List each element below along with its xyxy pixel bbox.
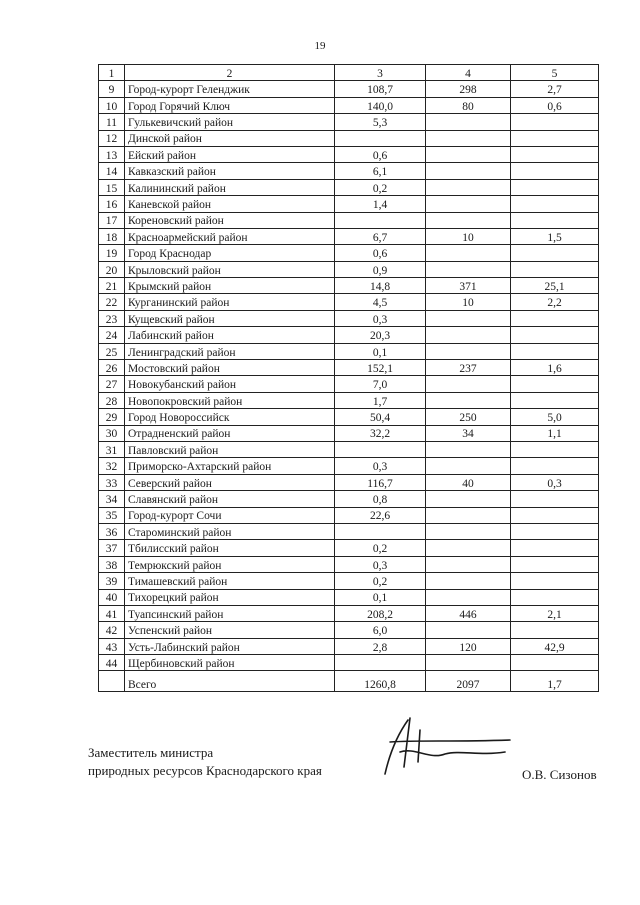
table-cell: 1,5 bbox=[511, 228, 599, 244]
table-cell: 25 bbox=[99, 343, 125, 359]
table-cell: 6,1 bbox=[335, 163, 426, 179]
table-cell: 34 bbox=[426, 425, 511, 441]
table-header-row bbox=[99, 65, 599, 81]
table-cell: Славянский район bbox=[125, 491, 335, 507]
table-cell: Новопокровский район bbox=[125, 392, 335, 408]
table-row bbox=[99, 474, 599, 490]
table-cell bbox=[426, 540, 511, 556]
table-cell: 1,7 bbox=[335, 392, 426, 408]
table-cell: Ленинградский район bbox=[125, 343, 335, 359]
table-cell bbox=[426, 376, 511, 392]
table-cell: Тихорецкий район bbox=[125, 589, 335, 605]
position-title-line-2: природных ресурсов Краснодарского края bbox=[88, 763, 322, 778]
table-row bbox=[99, 97, 599, 113]
table-cell: 22,6 bbox=[335, 507, 426, 523]
table-cell: Кореновский район bbox=[125, 212, 335, 228]
table-cell: 0,6 bbox=[511, 97, 599, 113]
table-cell: 80 bbox=[426, 97, 511, 113]
table-cell: 35 bbox=[99, 507, 125, 523]
position-title-line-1: Заместитель министра bbox=[88, 745, 214, 760]
table-row bbox=[99, 81, 599, 97]
table-cell: 18 bbox=[99, 228, 125, 244]
table-row bbox=[99, 392, 599, 408]
table-row bbox=[99, 507, 599, 523]
table-cell: Староминский район bbox=[125, 523, 335, 539]
table-row bbox=[99, 622, 599, 638]
table-cell: 446 bbox=[426, 605, 511, 621]
table-cell: 4,5 bbox=[335, 294, 426, 310]
table-cell: 37 bbox=[99, 540, 125, 556]
table-cell: 0,8 bbox=[335, 491, 426, 507]
table-cell bbox=[426, 114, 511, 130]
table-cell: 15 bbox=[99, 179, 125, 195]
table-cell: Кавказский район bbox=[125, 163, 335, 179]
table-cell bbox=[511, 441, 599, 457]
table-cell: Город-курорт Геленджик bbox=[125, 81, 335, 97]
table-row bbox=[99, 310, 599, 326]
table-row bbox=[99, 228, 599, 244]
table-cell: Гулькевичский район bbox=[125, 114, 335, 130]
table-cell: 2,7 bbox=[511, 81, 599, 97]
total-cell: Всего bbox=[125, 671, 335, 692]
table-cell bbox=[426, 163, 511, 179]
table-cell: Курганинский район bbox=[125, 294, 335, 310]
table-cell: 29 bbox=[99, 409, 125, 425]
table-cell: Мостовский район bbox=[125, 360, 335, 376]
table-cell: 40 bbox=[426, 474, 511, 490]
table-cell: 25,1 bbox=[511, 278, 599, 294]
table-row bbox=[99, 540, 599, 556]
table-cell: 6,0 bbox=[335, 622, 426, 638]
table-cell bbox=[426, 261, 511, 277]
table-row bbox=[99, 114, 599, 130]
table-cell: 0,1 bbox=[335, 343, 426, 359]
table-cell: 26 bbox=[99, 360, 125, 376]
table-cell: Красноармейский район bbox=[125, 228, 335, 244]
table-row bbox=[99, 605, 599, 621]
total-cell: 2097 bbox=[426, 671, 511, 692]
table-cell: 10 bbox=[426, 294, 511, 310]
table-cell bbox=[426, 441, 511, 457]
table-cell: 116,7 bbox=[335, 474, 426, 490]
table-cell: Динской район bbox=[125, 130, 335, 146]
table-cell bbox=[511, 540, 599, 556]
table-row bbox=[99, 245, 599, 261]
table-cell: 19 bbox=[99, 245, 125, 261]
total-cell: 1260,8 bbox=[335, 671, 426, 692]
table-cell: 42,9 bbox=[511, 638, 599, 654]
table-cell: 16 bbox=[99, 196, 125, 212]
table-cell: Каневской район bbox=[125, 196, 335, 212]
table-row bbox=[99, 278, 599, 294]
table-cell: 6,7 bbox=[335, 228, 426, 244]
table-cell: 0,9 bbox=[335, 261, 426, 277]
table-cell bbox=[511, 245, 599, 261]
table-row bbox=[99, 491, 599, 507]
header-cell: 5 bbox=[511, 65, 599, 81]
table-cell bbox=[511, 212, 599, 228]
table-cell: 0,2 bbox=[335, 573, 426, 589]
table-cell: 32 bbox=[99, 458, 125, 474]
table-cell bbox=[511, 179, 599, 195]
total-cell bbox=[99, 671, 125, 692]
table-cell: Калининский район bbox=[125, 179, 335, 195]
table-cell: Крымский район bbox=[125, 278, 335, 294]
table-cell: 140,0 bbox=[335, 97, 426, 113]
table-body bbox=[99, 65, 599, 692]
table-cell bbox=[426, 130, 511, 146]
table-cell: 0,3 bbox=[335, 556, 426, 572]
table-cell: 10 bbox=[99, 97, 125, 113]
table-cell: 208,2 bbox=[335, 605, 426, 621]
header-cell: 4 bbox=[426, 65, 511, 81]
table-cell: Крыловский район bbox=[125, 261, 335, 277]
header-cell: 2 bbox=[125, 65, 335, 81]
table-cell bbox=[511, 507, 599, 523]
table-cell: 27 bbox=[99, 376, 125, 392]
table-cell: Щербиновский район bbox=[125, 655, 335, 671]
table-row bbox=[99, 294, 599, 310]
table-cell bbox=[511, 343, 599, 359]
table-cell: Успенский район bbox=[125, 622, 335, 638]
table-cell bbox=[335, 655, 426, 671]
table-cell: 5,3 bbox=[335, 114, 426, 130]
table-cell bbox=[426, 507, 511, 523]
table-cell: 108,7 bbox=[335, 81, 426, 97]
table-cell bbox=[511, 458, 599, 474]
table-cell bbox=[511, 310, 599, 326]
table-cell bbox=[426, 310, 511, 326]
table-row bbox=[99, 441, 599, 457]
table-cell bbox=[511, 261, 599, 277]
table-cell: 0,2 bbox=[335, 179, 426, 195]
table-row bbox=[99, 655, 599, 671]
table-cell: 1,4 bbox=[335, 196, 426, 212]
table-cell: 7,0 bbox=[335, 376, 426, 392]
table-cell bbox=[511, 589, 599, 605]
table-row bbox=[99, 343, 599, 359]
table-cell: 50,4 bbox=[335, 409, 426, 425]
table-cell: 13 bbox=[99, 146, 125, 162]
table-cell: 152,1 bbox=[335, 360, 426, 376]
table-cell bbox=[426, 343, 511, 359]
signature-block bbox=[88, 744, 322, 780]
table-cell bbox=[335, 212, 426, 228]
table-cell: 0,3 bbox=[511, 474, 599, 490]
table-row bbox=[99, 409, 599, 425]
table-cell bbox=[426, 622, 511, 638]
table-cell bbox=[511, 491, 599, 507]
table-cell: Тимашевский район bbox=[125, 573, 335, 589]
table-cell: Приморско-Ахтарский район bbox=[125, 458, 335, 474]
table-cell bbox=[426, 523, 511, 539]
table-cell: 34 bbox=[99, 491, 125, 507]
table-cell: 1,1 bbox=[511, 425, 599, 441]
table-cell: 22 bbox=[99, 294, 125, 310]
table-row bbox=[99, 589, 599, 605]
table-cell: 2,1 bbox=[511, 605, 599, 621]
table-cell bbox=[426, 458, 511, 474]
table-cell: 42 bbox=[99, 622, 125, 638]
table-cell: 17 bbox=[99, 212, 125, 228]
table-cell bbox=[511, 556, 599, 572]
table-cell: 39 bbox=[99, 573, 125, 589]
table-cell: 1,6 bbox=[511, 360, 599, 376]
table-cell bbox=[511, 327, 599, 343]
table-cell: 0,3 bbox=[335, 458, 426, 474]
table-cell bbox=[511, 114, 599, 130]
table-cell: 20 bbox=[99, 261, 125, 277]
table-cell: Город Новороссийск bbox=[125, 409, 335, 425]
table-cell bbox=[511, 622, 599, 638]
table-cell bbox=[511, 573, 599, 589]
table-cell: 250 bbox=[426, 409, 511, 425]
table-cell bbox=[426, 491, 511, 507]
table-cell bbox=[511, 655, 599, 671]
table-cell: Ейский район bbox=[125, 146, 335, 162]
handwritten-signature bbox=[360, 712, 520, 782]
table-cell bbox=[426, 245, 511, 261]
table-cell: Темрюкский район bbox=[125, 556, 335, 572]
table-cell: 0,6 bbox=[335, 245, 426, 261]
table-row bbox=[99, 556, 599, 572]
table-cell: 31 bbox=[99, 441, 125, 457]
header-cell: 1 bbox=[99, 65, 125, 81]
table-cell: 41 bbox=[99, 605, 125, 621]
table-cell bbox=[511, 130, 599, 146]
table-cell: 0,3 bbox=[335, 310, 426, 326]
table-cell: 2,8 bbox=[335, 638, 426, 654]
table-row bbox=[99, 360, 599, 376]
table-cell bbox=[335, 441, 426, 457]
table-cell: Тбилисский район bbox=[125, 540, 335, 556]
table-cell: 30 bbox=[99, 425, 125, 441]
table-cell bbox=[335, 130, 426, 146]
table-cell: 9 bbox=[99, 81, 125, 97]
table-cell: 11 bbox=[99, 114, 125, 130]
table-row bbox=[99, 523, 599, 539]
table-cell: 20,3 bbox=[335, 327, 426, 343]
table-cell: Отрадненский район bbox=[125, 425, 335, 441]
data-table bbox=[98, 64, 599, 692]
table-cell: 44 bbox=[99, 655, 125, 671]
table-row bbox=[99, 327, 599, 343]
table-cell bbox=[426, 146, 511, 162]
table-cell bbox=[426, 179, 511, 195]
table-cell bbox=[426, 589, 511, 605]
table-cell bbox=[511, 163, 599, 179]
table-cell: 28 bbox=[99, 392, 125, 408]
table-cell: Новокубанский район bbox=[125, 376, 335, 392]
table-cell: 24 bbox=[99, 327, 125, 343]
table-cell bbox=[426, 655, 511, 671]
table-row bbox=[99, 458, 599, 474]
table-cell: 0,2 bbox=[335, 540, 426, 556]
table-row bbox=[99, 179, 599, 195]
table-row bbox=[99, 163, 599, 179]
table-cell: Усть-Лабинский район bbox=[125, 638, 335, 654]
table-row bbox=[99, 212, 599, 228]
table-cell: 12 bbox=[99, 130, 125, 146]
table-row bbox=[99, 573, 599, 589]
table-cell: 2,2 bbox=[511, 294, 599, 310]
table-row bbox=[99, 196, 599, 212]
table-row bbox=[99, 146, 599, 162]
table-cell: 371 bbox=[426, 278, 511, 294]
table-cell bbox=[426, 392, 511, 408]
table-cell: 23 bbox=[99, 310, 125, 326]
table-cell: Кущевский район bbox=[125, 310, 335, 326]
table-cell: Город Горячий Ключ bbox=[125, 97, 335, 113]
signer-name: О.В. Сизонов bbox=[522, 767, 597, 782]
table-cell: Город Краснодар bbox=[125, 245, 335, 261]
table-row bbox=[99, 376, 599, 392]
table-cell: Северский район bbox=[125, 474, 335, 490]
table-cell bbox=[426, 196, 511, 212]
table-cell bbox=[511, 146, 599, 162]
table-cell: 33 bbox=[99, 474, 125, 490]
table-cell: 5,0 bbox=[511, 409, 599, 425]
table-cell: Лабинский район bbox=[125, 327, 335, 343]
table-cell: 36 bbox=[99, 523, 125, 539]
table-cell: Туапсинский район bbox=[125, 605, 335, 621]
table-cell bbox=[426, 327, 511, 343]
table-cell bbox=[511, 196, 599, 212]
table-cell: 298 bbox=[426, 81, 511, 97]
table-cell: 32,2 bbox=[335, 425, 426, 441]
table-cell: Павловский район bbox=[125, 441, 335, 457]
table-cell bbox=[426, 556, 511, 572]
page-number: 19 bbox=[314, 40, 326, 52]
table-cell bbox=[335, 523, 426, 539]
total-cell: 1,7 bbox=[511, 671, 599, 692]
table-cell: 14,8 bbox=[335, 278, 426, 294]
header-cell: 3 bbox=[335, 65, 426, 81]
table-row bbox=[99, 425, 599, 441]
table-cell bbox=[511, 523, 599, 539]
table-cell: 43 bbox=[99, 638, 125, 654]
table-cell bbox=[511, 376, 599, 392]
table-cell: 0,1 bbox=[335, 589, 426, 605]
total-row bbox=[99, 671, 599, 692]
table-cell bbox=[426, 212, 511, 228]
table-cell: 0,6 bbox=[335, 146, 426, 162]
table-row bbox=[99, 261, 599, 277]
table-cell bbox=[511, 392, 599, 408]
table-cell: 10 bbox=[426, 228, 511, 244]
table-cell: Город-курорт Сочи bbox=[125, 507, 335, 523]
table-cell: 40 bbox=[99, 589, 125, 605]
table-cell: 237 bbox=[426, 360, 511, 376]
table-row bbox=[99, 638, 599, 654]
table-cell: 14 bbox=[99, 163, 125, 179]
table-cell: 38 bbox=[99, 556, 125, 572]
table-cell bbox=[426, 573, 511, 589]
table-row bbox=[99, 130, 599, 146]
table-cell: 120 bbox=[426, 638, 511, 654]
table-cell: 21 bbox=[99, 278, 125, 294]
